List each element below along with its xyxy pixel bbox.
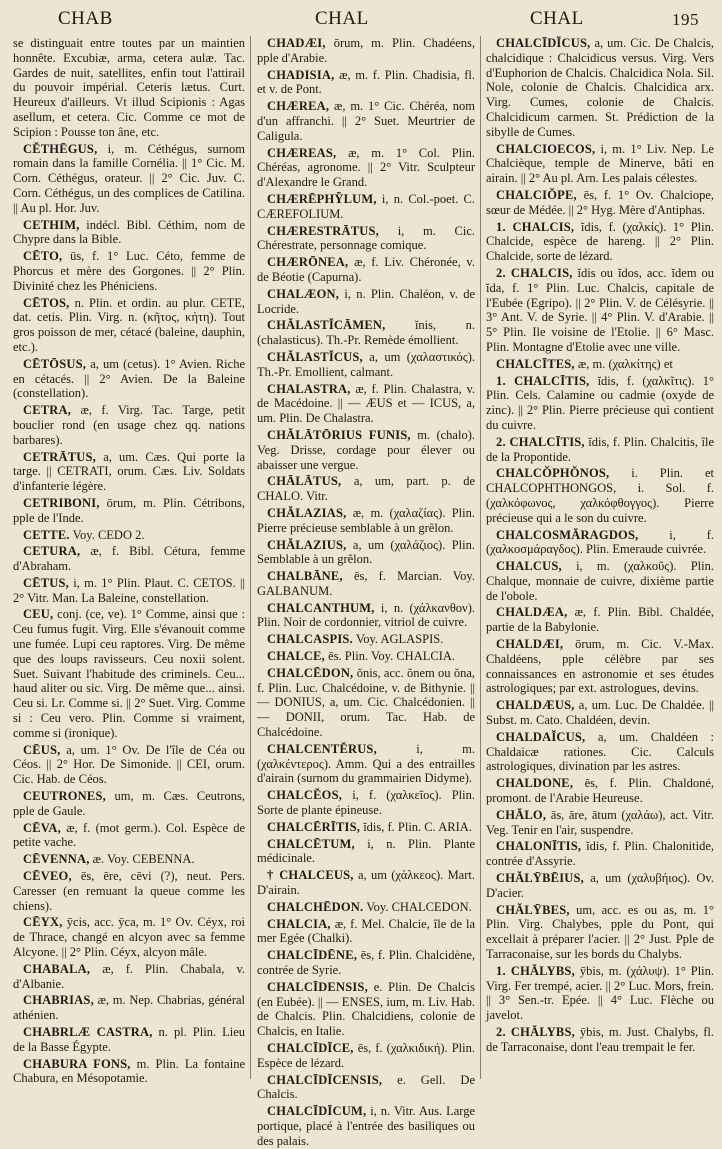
- entry-headword: CHADISIA,: [267, 67, 335, 82]
- entry-headword: CĒYX,: [23, 915, 63, 930]
- entry-headword: CHÆREA,: [267, 99, 330, 114]
- entry-headword: CHALCĒRĪTIS,: [267, 819, 361, 834]
- entry-definition: ĭdis, f. (χαλκῖτις). 1° Plin. Cels. Calamine ou cadmie (oxyde de zinc). || 2° Plin. Pierre précieuse qui contient du cuivre.: [486, 373, 714, 432]
- page-number: 195: [672, 10, 699, 29]
- entry-headword: CHALCANTHUM,: [267, 600, 375, 615]
- dictionary-entry: [257, 1041, 475, 1071]
- entry-definition: a, um (χαλαστικός). Th.-Pr. Emollient, calmant.: [257, 349, 475, 379]
- dictionary-entry: [486, 266, 714, 355]
- entry-definition: conj. (ce, ve). 1° Comme, ainsi que : Ceu fumus fugit. Virg. Elle s'évanouit comme une fumée. Lupi ceu raptores. Virg. De même que des loups ravisseurs. Ceu noxii solent. Suet. Suivant l'habitude des criminels. Ceu... haud aliter ou sic. Virg. De même que... ainsi. Ceu si. Lr. Comme si. || 2° Suet. Virg. Comme si : Ceu vero. Plin. Comme si vraiment, comme si (ironique).: [13, 607, 246, 740]
- dictionary-entry: [486, 374, 714, 433]
- entry-definition: i, f. (χαλκοσμάραγδος). Plin. Emeraude cuivrée.: [486, 527, 714, 557]
- entry-headword: CHALCĪDĪCE,: [267, 1041, 354, 1055]
- dictionary-entry: [257, 99, 475, 143]
- dictionary-entry: [257, 428, 475, 472]
- dictionary-entry: [257, 632, 475, 647]
- entry-definition: m. Plin. La fontaine Chabura, en Mésopotamie.: [13, 1056, 245, 1086]
- entry-definition: a, um (χάλκεος). Mart. D'airain.: [257, 868, 475, 898]
- entry-headword: CEU,: [23, 607, 54, 622]
- entry-definition: ȳbis, m. (χάλυψ). 1° Plin. Virg. Fer trempé, acier. || 2° Luc. Mors, frein. || 3° Sen.-tr. Epée. || 4° Luc. Flèche ou javelot.: [486, 963, 715, 1023]
- dictionary-entry: [486, 776, 714, 806]
- entry-definition: æ. Voy. CEBENNA.: [92, 852, 195, 867]
- entry-definition: ȳcis, acc. ȳca, m. 1° Ov. Céyx, roi de Thrace, changé en alcyon avec sa femme Alcyone. || 2° Plin. Céyx, alcyon mâle.: [13, 915, 245, 960]
- column-2: [257, 36, 476, 1148]
- entry-headword: CHALDÆUS,: [496, 698, 575, 713]
- dictionary-entry: [257, 788, 475, 818]
- entry-headword: CHÆRŌNEA,: [267, 255, 349, 270]
- entry-definition: i, m. Cic. Chérestrate, personnage comique.: [257, 223, 475, 253]
- entry-headword: CHALCĔOS,: [267, 788, 343, 803]
- entry-headword: CHALCĪDĬCUS,: [496, 36, 591, 50]
- dictionary-entry: [257, 255, 475, 285]
- entry-headword: † CHALCEUS,: [267, 868, 354, 883]
- entry-definition: æ, f. Bibl. Cétura, femme d'Abraham.: [13, 544, 246, 574]
- entry-definition: i, n. Plin. Chaléon, v. de Locride.: [257, 286, 476, 316]
- dictionary-entry: [257, 666, 475, 740]
- dictionary-entry: [13, 743, 245, 787]
- entry-definition: ĭdis, f. Plin. C. ARIA.: [363, 819, 472, 834]
- entry-headword: CHALCHĒDON.: [267, 899, 364, 914]
- entry-headword: CHALDÆI,: [496, 637, 564, 652]
- entry-headword: CHĂLȲBĒIUS,: [496, 871, 584, 886]
- dictionary-entry: [486, 698, 714, 728]
- dictionary-entry: [13, 450, 245, 494]
- entry-definition: æ, f. Liv. Chéronée, v. de Béotie (Capurna).: [257, 255, 475, 284]
- entry-headword: CEUTRONES,: [23, 789, 106, 804]
- dictionary-entry: [13, 962, 245, 992]
- entry-definition: i, n. Plin. Plante médicinale.: [257, 836, 475, 866]
- entry-definition: ēs, f. 1° Ov. Chalciope, sœur de Médée. || 2° Hyg. Mère d'Antiphas.: [486, 187, 715, 217]
- entry-definition: æ, f. (mot germ.). Col. Espèce de petite vache.: [13, 820, 245, 850]
- entry-definition: a, um. Chaldéen : Chaldaicæ rationes. Cic. Calculs astrologiques, divination par les astres.: [486, 729, 714, 774]
- entry-definition: æ, m. 1° Col. Plin. Chéréas, agronome. || 2° Vitr. Sculpteur d'Alexandre le Grand.: [257, 145, 475, 190]
- entry-headword: CETURA,: [23, 544, 81, 559]
- dictionary-entry: [486, 528, 714, 558]
- entry-definition: ēs, f. Plin. Chalcidène, contrée de Syrie.: [257, 948, 475, 978]
- entry-definition: a, um. Cæs. Qui porte la targe. || CETRATI, orum. Cæs. Liv. Soldats d'infanterie légère.: [13, 449, 246, 494]
- entry-headword: CĒVEO,: [23, 869, 72, 884]
- entry-definition: a, um. Luc. De Chaldée. || Subst. m. Cato. Chaldéen, devin.: [486, 698, 714, 728]
- dictionary-entry: [13, 1025, 245, 1055]
- dictionary-entry: [486, 808, 714, 838]
- dictionary-entry: [257, 506, 475, 536]
- entry-headword: CHALCIA,: [267, 916, 331, 931]
- dictionary-entry: [13, 357, 245, 401]
- entry-headword: CĒVA,: [23, 820, 61, 835]
- entry-definition: e. Gell. De Chalcis.: [257, 1072, 475, 1102]
- entry-headword: CHALCUS,: [496, 559, 562, 574]
- dictionary-entry: [13, 544, 245, 574]
- entry-headword: CHĂLAZIUS,: [267, 537, 347, 552]
- entry-definition: æ, m. (χαλκίτης) et: [577, 356, 673, 371]
- dictionary-entry: [486, 559, 714, 603]
- dictionary-entry: [257, 742, 475, 786]
- dictionary-entry: [13, 789, 245, 819]
- dictionary-entry: [257, 837, 475, 867]
- entry-definition: a, um (cetus). 1° Avien. Riche en cétacés. || 2° Avien. De la Baleine (constellation).: [13, 356, 245, 401]
- column-1: [13, 36, 246, 1086]
- entry-definition: i, m. 1° Liv. Nep. Le Chalcièque, temple de Minerve, bâti en airain. || 2° Au pl. Arn. Les palais célestes.: [486, 141, 715, 186]
- dictionary-entry: [13, 915, 245, 959]
- column-divider: [480, 36, 481, 1079]
- entry-definition: æ, f. Virg. Tac. Targe, petit bouclier rond (en usage chez qq. nations barbares).: [13, 403, 245, 447]
- entry-definition: æ, f. Mel. Chalcie, île de la mer Egée (Chalki).: [257, 916, 475, 946]
- dictionary-entry: [486, 871, 714, 901]
- entry-headword: CHALDÆA,: [496, 605, 568, 620]
- entry-definition: um, acc. es ou as, m. 1° Plin. Virg. Chalybes, pple du Pont, qui excellait à préparer l'acier. || 2° Just. Pple de Tarraconaise, sur les bords du Chalybs.: [486, 902, 715, 962]
- entry-definition: ĭnis, n. (chalasticus). Th.-Pr. Remède émollient.: [257, 318, 475, 348]
- dictionary-entry: [257, 474, 475, 504]
- entry-headword: CETRA,: [23, 403, 72, 418]
- dictionary-entry: [257, 224, 475, 254]
- dictionary-entry: [257, 318, 475, 348]
- entry-definition: ēs, f. Marcian. Voy. GALBANUM.: [257, 569, 475, 598]
- dictionary-entry: [13, 528, 245, 543]
- entry-headword: 1. CHALCIS,: [496, 219, 575, 234]
- entry-headword: CHALDAĬCUS,: [496, 729, 586, 744]
- entry-headword: CHĂLĀTŌRIUS FUNIS,: [267, 427, 411, 442]
- entry-definition: ēs, f. Plin. Chaldoné, promont. de l'Arabie Heureuse.: [486, 776, 715, 806]
- entry-headword: CĒTO,: [23, 249, 63, 264]
- dictionary-entry: [13, 403, 245, 447]
- entry-definition: i. Plin. et CHALCOPHTHONGOS, i. Sol. f. (χαλκόφωνος, χαλκόφθογγος). Pierre précieuse qui a le son du cuivre.: [486, 466, 714, 525]
- entry-definition: æ, m. (χαλαζίας). Plin. Pierre précieuse semblable à un grêlon.: [257, 505, 475, 535]
- entry-definition: ēs, f. (χαλκιδική). Plin. Espèce de lézard.: [257, 1041, 476, 1070]
- dictionary-entry: [257, 649, 475, 664]
- entry-definition: n. Plin. et ordin. au plur. CETE, dat. cetis. Plin. Virg. n. (κῆτος, κήτη). Tout gros poisson de mer, cétacé (baleine, dauphin, etc.).: [13, 295, 246, 354]
- entry-definition: i, n. Vitr. Aus. Large portique, placé à l'entrée des basiliques ou des palais.: [257, 1104, 476, 1148]
- dictionary-entry: [486, 730, 714, 774]
- entry-headword: 2. CHALCĪTIS,: [496, 434, 585, 449]
- entry-definition: æ, f. Plin. Chalastra, v. de Macédoine. || — ÆUS et — ICUS, a, um. Plin. De Chalastra.: [257, 381, 476, 426]
- dictionary-entry: [13, 496, 245, 526]
- entry-headword: CHALCE,: [267, 649, 326, 664]
- dictionary-entry: [257, 36, 475, 66]
- dictionary-entry: [257, 868, 475, 898]
- entry-headword: CHÆRESTRĀTUS,: [267, 223, 379, 238]
- dictionary-entry: [13, 993, 245, 1023]
- entry-definition: m. (chalo). Veg. Drisse, cordage pour élever ou abaisser une vergue.: [257, 427, 475, 472]
- entry-definition: a, um. 1° Ov. De l'île de Céa ou Céos. || 2° Hor. De Simonide. || CEI, orum. Cic. Hab. de Céos.: [13, 742, 246, 787]
- entry-headword: CHALCĪDĒNE,: [267, 948, 358, 963]
- entry-headword: CHALCĪDĪCUM,: [267, 1104, 367, 1119]
- entry-headword: 1. CHALCĪTIS,: [496, 373, 590, 388]
- entry-definition: æ, m. 1° Cic. Chéréa, nom d'un affranchi. || 2° Suet. Meurtrier de Caligula.: [257, 99, 475, 143]
- dictionary-entry: [257, 1073, 475, 1103]
- dictionary-entry: [257, 68, 475, 98]
- entry-definition: æ, f. Plin. Chabala, v. d'Albanie.: [13, 961, 246, 991]
- entry-definition: ōrum, m. Cic. V.-Max. Chaldéens, pple célèbre par ses connaissances en astronomie et ses études astrologiques; par ext. astrologues, devins.: [486, 637, 715, 696]
- entry-definition: i, f. (χαλκεῖος). Plin. Sorte de plante épineuse.: [257, 788, 476, 818]
- entry-headword: CHABURA FONS,: [23, 1056, 131, 1071]
- entry-headword: CHALCĪDENSIS,: [267, 979, 368, 994]
- entry-headword: CĒUS,: [23, 742, 61, 757]
- dictionary-entry: [486, 839, 714, 869]
- entry-definition: um, m. Cæs. Ceutrons, pple de Gaule.: [13, 789, 246, 818]
- column-divider: [250, 36, 251, 1079]
- dictionary-entry: [486, 188, 714, 218]
- entry-definition: Voy. CHALCEDON.: [366, 899, 472, 914]
- dictionary-entry: [486, 1025, 714, 1055]
- entry-definition: ȳbis, m. Just. Chalybs, fl. de Tarraconaise, dont l'eau trempait le fer.: [486, 1025, 715, 1054]
- entry-headword: CETRIBONI,: [23, 495, 100, 510]
- entry-definition: ās, āre, ātum (χαλάω), act. Vitr. Veg. Tenir en l'air, suspendre.: [486, 807, 714, 837]
- entry-headword: CHABRLÆ CASTRA,: [23, 1025, 153, 1039]
- entry-definition: indécl. Bibl. Céthim, nom de Chypre dans la Bible.: [13, 217, 246, 247]
- entry-headword: CĒVENNA,: [23, 852, 90, 867]
- entry-headword: CĔTHĒGUS,: [23, 141, 98, 156]
- entry-definition: i, n. (χάλκανθον). Plin. Noir de cordonnier, vitriol de cuivre.: [257, 600, 476, 630]
- entry-definition: e. Plin. De Chalcis (en Eubée). || — ENSES, ium, m. Liv. Hab. de Chalcis. Plin. Chalcidiens, colonie de Chalcis, en Italie.: [257, 979, 476, 1039]
- entry-definition: i, m. 1° Plin. Plaut. C. CETOS. || 2° Vitr. Man. La Baleine, constellation.: [13, 575, 245, 605]
- entry-headword: CHALDONE,: [496, 776, 574, 791]
- entry-definition: æ, m. Nep. Chabrias, général athénien.: [13, 993, 245, 1023]
- entry-definition: æ, f. Plin. Bibl. Chaldée, partie de la Babylonie.: [486, 605, 715, 635]
- entry-definition: se distinguait entre toutes par un maintien honnête. Excubiæ, arma, cetera aulæ. Tac. Gardes de nuit, satellites, enfin tout l'attirail du pouvoir impérial. Ceteris lætus. Curt. Heureux d'ailleurs. Vt illud Scipionis : Agas asellum, et cetera. Cic. Comme ce mot de Scipion : Pousse ton âne, etc.: [13, 36, 245, 139]
- dictionary-entry: [13, 852, 245, 867]
- dictionary-entry: [486, 36, 714, 140]
- dictionary-entry: [257, 287, 475, 317]
- entry-definition: i, m. (χαλκέντερος). Amm. Qui a des entrailles d'airain (surnom du grammairien Didyme).: [257, 741, 475, 786]
- entry-definition: i, n. Col.-poet. C. CÆREFOLIUM.: [257, 191, 475, 221]
- dictionary-entry: [486, 142, 714, 186]
- entry-definition: i, m. (χαλκοῦς). Plin. Chalque, monnaie de cuivre, dixième partie de l'obole.: [486, 559, 715, 603]
- entry-headword: CHALCENTĔRUS,: [267, 741, 377, 756]
- entry-headword: 1. CHĂLYBS,: [496, 963, 575, 978]
- entry-headword: CHALCOSMĂRAGDOS,: [496, 527, 639, 542]
- dictionary-entry: [13, 869, 245, 913]
- column-3: [486, 36, 714, 1081]
- entry-headword: CHĂLASTĬCUS,: [267, 349, 363, 364]
- dictionary-entry: [13, 576, 245, 606]
- entry-definition: ūs, f. 1° Luc. Céto, femme de Phorcus et mère des Gorgones. || 2° Plin. Divinité chez les Phéniciens.: [13, 249, 245, 293]
- entry-definition: æ, m. f. Plin. Chadisia, fl. et v. de Pont.: [257, 67, 476, 97]
- entry-definition: ēs. Plin. Voy. CHALCIA.: [328, 649, 456, 664]
- entry-headword: CHÆRĒPHỸLUM,: [267, 191, 377, 206]
- entry-headword: CHĂLASTĬCĀMEN,: [267, 318, 386, 333]
- running-header: [0, 0, 722, 38]
- entry-headword: 2. CHALCIS,: [496, 265, 573, 280]
- entry-definition: a, um. Cic. De Chalcis, chalcidique : Chalcidicus versus. Virg. Vers d'Euphorion de Chalcis. Chalcidica Nola. Sil. Nole, colonie de Chalcis. Chalcidica arx. Virg. Cumes, colonie de Chalcis. Chalcidicum carmen. St. Prédiction de la sibylle de Cumes.: [486, 36, 715, 139]
- entry-definition: ōrum, m. Plin. Chadéens, pple d'Arabie.: [257, 36, 475, 65]
- dictionary-entry: [486, 903, 714, 962]
- entry-definition: Voy. AGLASPIS.: [355, 632, 444, 647]
- entry-headword: CHALASTRA,: [267, 381, 351, 396]
- entry-definition: ĭdis, f. Plin. Chalonitide, contrée d'Assyrie.: [486, 839, 715, 869]
- entry-headword: CHALONĪTIS,: [496, 839, 582, 854]
- entry-headword: CHALBĀNE,: [267, 569, 343, 584]
- entry-headword: CETHIM,: [23, 217, 80, 232]
- entry-definition: a, um (χαλάζιος). Plin. Semblable à un grêlon.: [257, 537, 475, 567]
- entry-definition: ĭdis, f. Plin. Chalcitis, île de la Propontide.: [486, 434, 715, 464]
- entry-headword: CHABRIAS,: [23, 993, 94, 1008]
- entry-definition: ĭdis, f. (χαλκίς). 1° Plin. Chalcide, espèce de hareng. || 2° Plin. Chalcide, sorte de lézard.: [486, 219, 714, 264]
- entry-definition: ēs, ēre, cēvi (?), neut. Pers. Caresser (en remuant la queue comme les chiens).: [13, 869, 245, 913]
- entry-headword: CHÆREAS,: [267, 145, 337, 160]
- dictionary-entry: [257, 948, 475, 978]
- dictionary-entry: [13, 249, 245, 293]
- entry-definition: i, m. Céthégus, surnom romain dans la famille Cornélia. || 1° Cic. M. Corn. Céthégus, orateur. || 2° Cic. Juv. C. Corn. Céthégus, un des complices de Catilina. || Au pl. Hor. Juv.: [13, 141, 246, 215]
- entry-headword: CĒTOS,: [23, 295, 70, 310]
- dictionary-entry: [486, 466, 714, 525]
- dictionary-entry: [486, 435, 714, 465]
- dictionary-entry: [257, 601, 475, 631]
- dictionary-entry: [257, 820, 475, 835]
- dictionary-entry: [13, 142, 245, 216]
- dictionary-entry: [257, 1104, 475, 1148]
- dictionary-entry: [257, 192, 475, 222]
- dictionary-entry: [486, 357, 714, 372]
- entry-headword: CHADÆI,: [267, 36, 326, 50]
- dictionary-entry: [257, 350, 475, 380]
- header-right-guideword: CHAL: [530, 8, 584, 29]
- entry-headword: CHĂLO,: [496, 807, 547, 822]
- entry-headword: CHALCIŎPE,: [496, 187, 577, 202]
- entry-headword: CHĀLĀTUS,: [267, 474, 342, 489]
- entry-headword: CHALCŎPHŎNOS,: [496, 466, 610, 481]
- dictionary-entry: [13, 36, 245, 140]
- entry-headword: CHĂLȲBES,: [496, 902, 570, 917]
- entry-definition: ŏnis, acc. ŏnem ou ŏna, f. Plin. Luc. Chalcédoine, v. de Bithynie. || — DONIUS, a, um. Cic. Chalcédonien. || — DONII, orum. Tac. Hab. de Chalcédoine.: [257, 665, 476, 740]
- dictionary-entry: [486, 964, 714, 1023]
- entry-headword: CHALCĪTES,: [496, 356, 575, 371]
- dictionary-entry: [486, 220, 714, 264]
- dictionary-entry: [13, 218, 245, 248]
- dictionary-entry: [13, 1057, 245, 1087]
- entry-definition: a, um (χαλυβήιος). Ov. D'acier.: [486, 871, 714, 900]
- entry-definition: Voy. CEDO 2.: [72, 527, 145, 542]
- entry-definition: ōrum, m. Plin. Cétribons, pple de l'Inde.: [13, 495, 246, 525]
- entry-headword: CHALÆON,: [267, 286, 340, 301]
- entry-definition: ĭdis ou ĭdos, acc. ĭdem ou ĭda, f. 1° Plin. Luc. Chalcis, capitale de l'Eubée (Egripo). || 2° Plin. V. de Célésyrie. || 3° Ant. V. de Syrie. || 4° Plin. V. d'Arabie. || 5° Plin. Ile voisine de l'Etolie. || 6° Masc. Plin. Montagne d'Etolie avec une ville.: [486, 265, 714, 354]
- header-left-guideword: CHAB: [58, 8, 113, 29]
- dictionary-entry: [257, 382, 475, 426]
- entry-definition: a, um, part. p. de CHALO. Vitr.: [257, 474, 475, 504]
- header-middle-guideword: CHAL: [315, 8, 369, 29]
- entry-headword: CĒTUS,: [23, 575, 70, 590]
- dictionary-entry: [13, 821, 245, 851]
- entry-headword: CĒTŌSUS,: [23, 356, 87, 371]
- entry-headword: CHĂLAZIAS,: [267, 505, 347, 520]
- dictionary-entry: [257, 980, 475, 1039]
- dictionary-entry: [257, 917, 475, 947]
- dictionary-entry: [257, 900, 475, 915]
- entry-headword: CHALCĪDĪCENSIS,: [267, 1072, 383, 1087]
- entry-headword: CHALCĒDON,: [267, 665, 354, 680]
- entry-definition: n. pl. Plin. Lieu de la Basse Égypte.: [13, 1025, 245, 1054]
- dictionary-entry: [486, 637, 714, 696]
- dictionary-entry: [257, 538, 475, 568]
- dictionary-entry: [257, 146, 475, 190]
- dictionary-entry: [257, 569, 475, 599]
- dictionary-entry: [486, 605, 714, 635]
- entry-headword: 2. CHĂLYBS,: [496, 1025, 575, 1039]
- entry-headword: CHALCIOECOS,: [496, 141, 596, 156]
- entry-headword: CETTE.: [23, 527, 70, 542]
- entry-headword: CHALCASPIS.: [267, 632, 353, 647]
- dictionary-entry: [13, 296, 245, 355]
- entry-headword: CHALCĒTUM,: [267, 836, 355, 851]
- entry-headword: CETRĀTUS,: [23, 449, 96, 464]
- dictionary-entry: [13, 607, 245, 740]
- entry-headword: CHABALA,: [23, 961, 91, 976]
